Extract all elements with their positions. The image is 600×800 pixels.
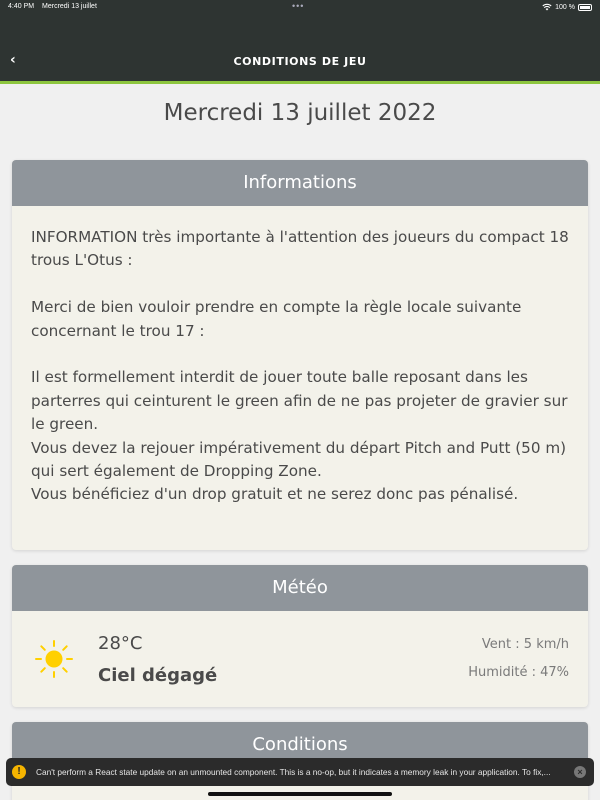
status-date: Mercredi 13 juillet	[42, 3, 97, 10]
home-indicator[interactable]	[208, 792, 392, 796]
nav-bar	[0, 14, 600, 84]
multitasking-dots[interactable]: •••	[292, 1, 305, 11]
status-bar	[0, 0, 600, 14]
meteo-card	[12, 565, 588, 707]
sun-icon	[34, 639, 74, 679]
informations-header: Informations	[12, 160, 588, 206]
chevron-left-icon: ‹	[10, 52, 16, 68]
conditions-header: Conditions	[12, 722, 588, 768]
close-icon[interactable]: ×	[574, 766, 586, 778]
status-time: 4:40 PM	[8, 3, 35, 10]
status-right	[542, 3, 592, 11]
page-title: CONDITIONS DE JEU	[233, 55, 367, 68]
sky-condition: Ciel dégagé	[98, 665, 218, 686]
warning-toast[interactable]	[6, 758, 594, 786]
battery-label: 100 %	[555, 3, 575, 11]
humidity: Humidité : 47%	[468, 665, 569, 680]
meteo-body	[12, 611, 588, 707]
toast-message: Can't perform a React state update on an unmounted component. This is a no-op, but it indicates a memory leak in your application. To fix,...	[36, 767, 551, 777]
info-paragraph: INFORMATION très importante à l'attention des joueurs du compact 18 trous L'Otus :	[31, 228, 569, 270]
info-paragraph: Merci de bien vouloir prendre en compte la règle locale suivante concernant le trou 17 :	[31, 298, 522, 340]
informations-card	[12, 160, 588, 550]
info-paragraph: Il est formellement interdit de jouer toute balle reposant dans les parterres qui ceinturent le green afin de ne pas projeter de gravier sur le green. Vous devez la rejouer impérativement du départ Pitch and Putt (50 m) qui sert également de Dropping Zone. Vous bénéficiez d'un drop gratuit et ne serez donc pas pénalisé.	[31, 368, 568, 504]
meteo-header: Météo	[12, 565, 588, 611]
status-left	[8, 3, 103, 10]
wind-speed: Vent : 5 km/h	[481, 637, 569, 652]
informations-body	[12, 206, 588, 527]
battery-icon	[578, 4, 592, 11]
date-heading: Mercredi 13 juillet 2022	[163, 100, 437, 126]
warning-icon: !	[12, 765, 26, 779]
temperature: 28°C	[98, 633, 143, 654]
wifi-icon	[542, 3, 552, 11]
